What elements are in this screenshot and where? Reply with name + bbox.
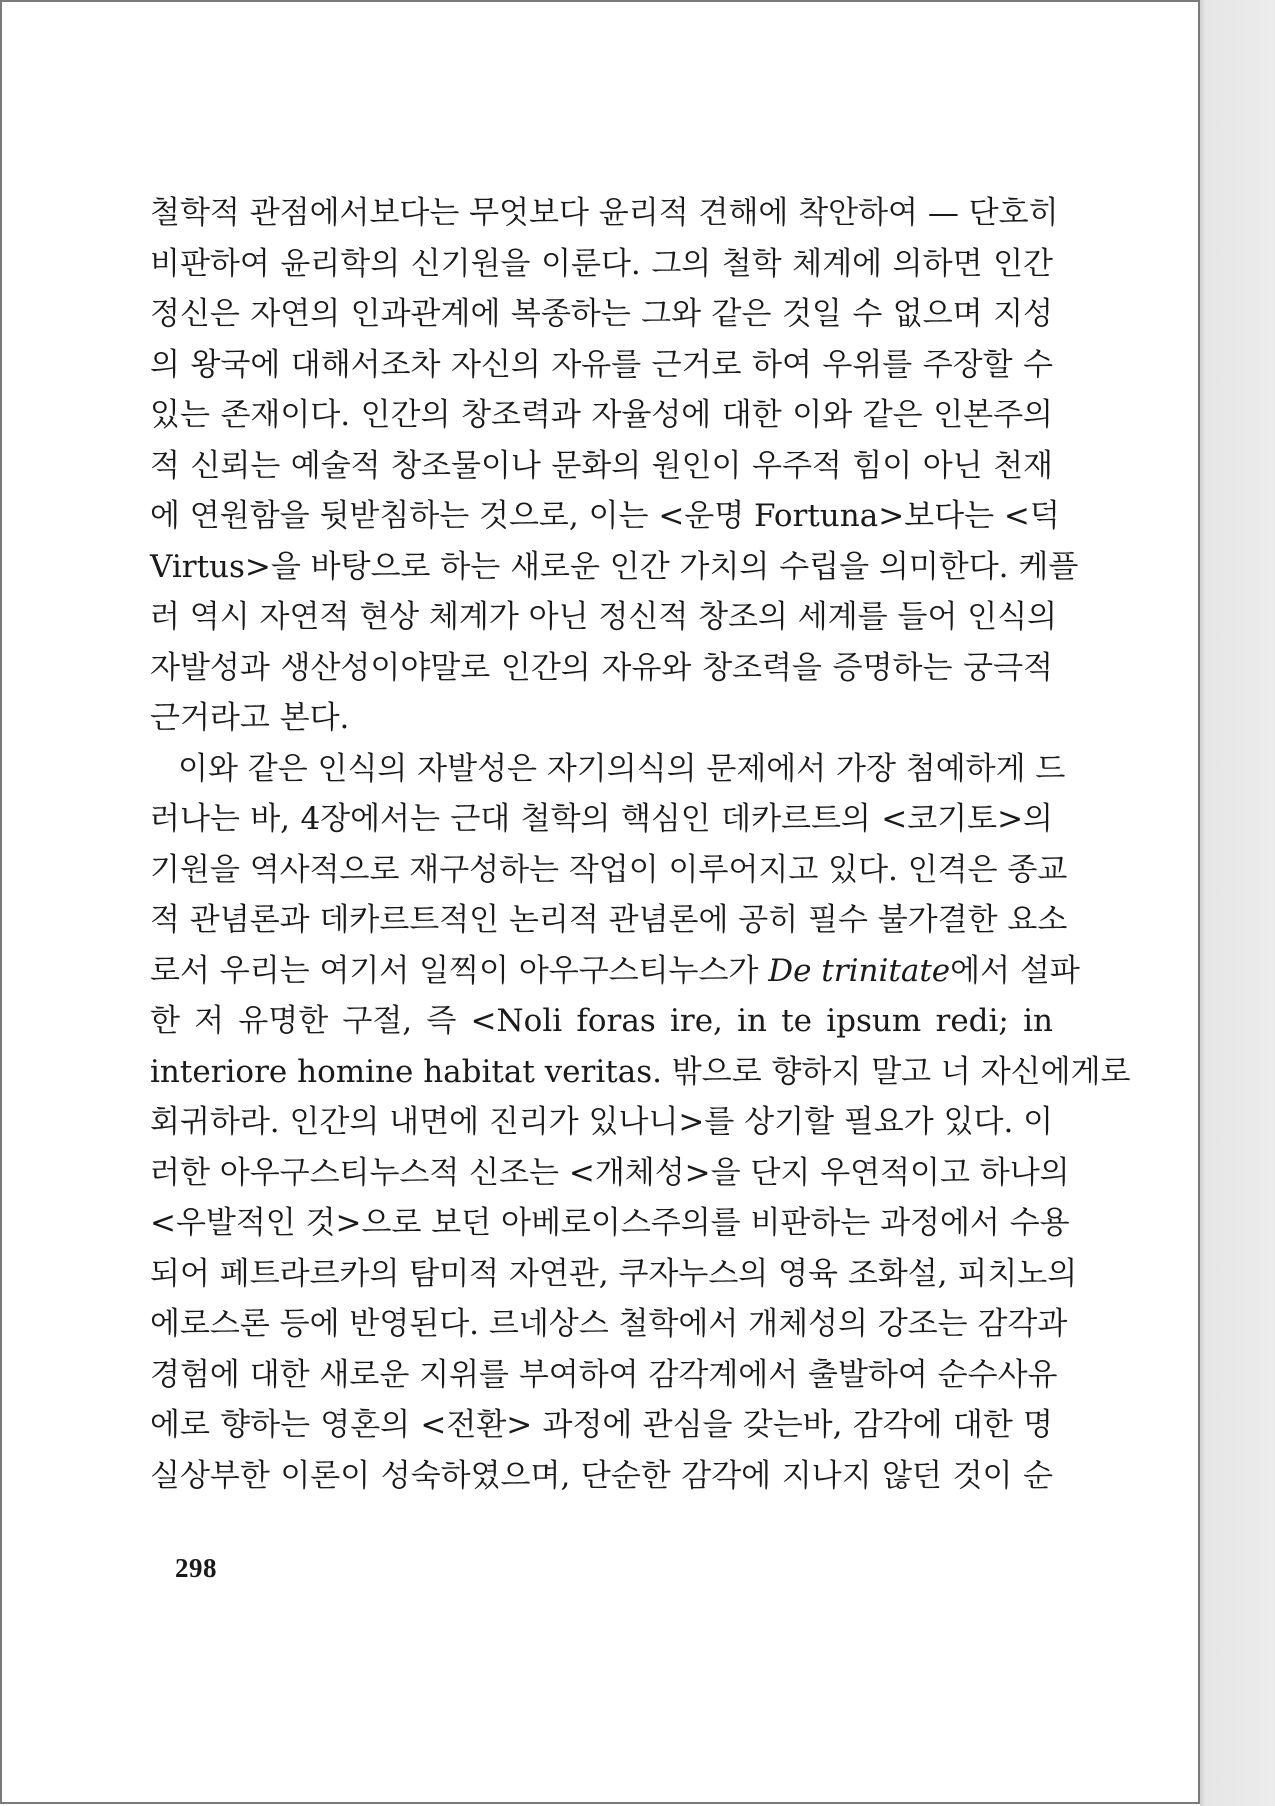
text-line: 의 왕국에 대해서조차 자신의 자유를 근거로 하여 우위를 주장할 수 <box>150 346 1053 383</box>
text-line: 적 신뢰는 예술적 창조물이나 문화의 원인이 우주적 힘이 아닌 천재 <box>150 447 1053 484</box>
text-line-with-italic <box>150 946 1080 997</box>
text-line: 한 저 유명한 구절, 즉 <Noli foras ire, in te ipsum redi; in <box>150 1003 1053 1039</box>
text-segment: 로서 우리는 여기서 일찍이 아우구스티누스가 <box>150 952 769 989</box>
text-line: 경험에 대한 새로운 지위를 부여하여 감각계에서 출발하여 순수사유 <box>150 1356 1058 1393</box>
page-edge-shadow <box>1200 0 1275 1806</box>
text-line: 에로스론 등에 반영된다. 르네상스 철학에서 개체성의 강조는 감각과 <box>150 1306 1068 1342</box>
text-line: 러나는 바, 4장에서는 근대 철학의 핵심인 데카르트의 <코기토>의 <box>150 801 1053 837</box>
text-line: 기원을 역사적으로 재구성하는 작업이 이루어지고 있다. 인격은 종교 <box>150 851 1068 888</box>
italic-title: De trinitate <box>768 952 951 989</box>
text-line: 에로 향하는 영혼의 <전환> 과정에 관심을 갖는바, 감각에 대한 명 <box>150 1407 1053 1443</box>
text-line: 러 역시 자연적 현상 체계가 아닌 정신적 창조의 세계를 들어 인식의 <box>150 599 1058 635</box>
paragraph-1 <box>150 188 1079 744</box>
body-text <box>150 188 1131 1501</box>
text-line: 정신은 자연의 인과관계에 복종하는 그와 같은 것일 수 없으며 지성 <box>150 296 1053 332</box>
paragraph-2 <box>150 744 1131 1502</box>
text-line: 러한 아우구스티누스적 신조는 <개체성>을 단지 우연적이고 하나의 <box>150 1154 1070 1191</box>
text-line: 되어 페트라르카의 탐미적 자연관, 쿠자누스의 영육 조화설, 피치노의 <box>150 1255 1078 1292</box>
text-line: interiore homine habitat veritas. 밖으로 향하지 말고 너 자신에게로 <box>150 1053 1131 1090</box>
text-line: 실상부한 이론이 성숙하였으며, 단순한 감각에 지나지 않던 것이 순 <box>150 1457 1053 1494</box>
text-line: 자발성과 생산성이야말로 인간의 자유와 창조력을 증명하는 궁극적 <box>150 649 1053 686</box>
text-line: <우발적인 것>으로 보던 아베로이스주의를 비판하는 과정에서 수용 <box>150 1205 1070 1241</box>
text-line: 있는 존재이다. 인간의 창조력과 자율성에 대한 이와 같은 인본주의 <box>150 397 1053 433</box>
text-line: Virtus>을 바탕으로 하는 새로운 인간 가치의 수립을 의미한다. 케플 <box>150 548 1079 585</box>
text-line: 이와 같은 인식의 자발성은 자기의식의 문제에서 가장 첨예하게 드 <box>178 750 1066 787</box>
page-number: 298 <box>175 1553 217 1583</box>
text-line: 에 연원함을 뒷받침하는 것으로, 이는 <운명 Fortuna>보다는 <덕 <box>150 498 1060 534</box>
text-segment: 에서 설파 <box>950 952 1080 989</box>
text-line: 적 관념론과 데카르트적인 논리적 관념론에 공히 필수 불가결한 요소 <box>150 902 1068 938</box>
text-line: 근거라고 본다. <box>150 700 350 736</box>
text-line: 철학적 관점에서보다는 무엇보다 윤리적 견해에 착안하여 — 단호히 <box>150 195 1059 231</box>
text-line: 비판하여 윤리학의 신기원을 이룬다. 그의 철학 체계에 의하면 인간 <box>150 245 1053 282</box>
text-line: 회귀하라. 인간의 내면에 진리가 있나니>를 상기할 필요가 있다. 이 <box>150 1104 1054 1140</box>
